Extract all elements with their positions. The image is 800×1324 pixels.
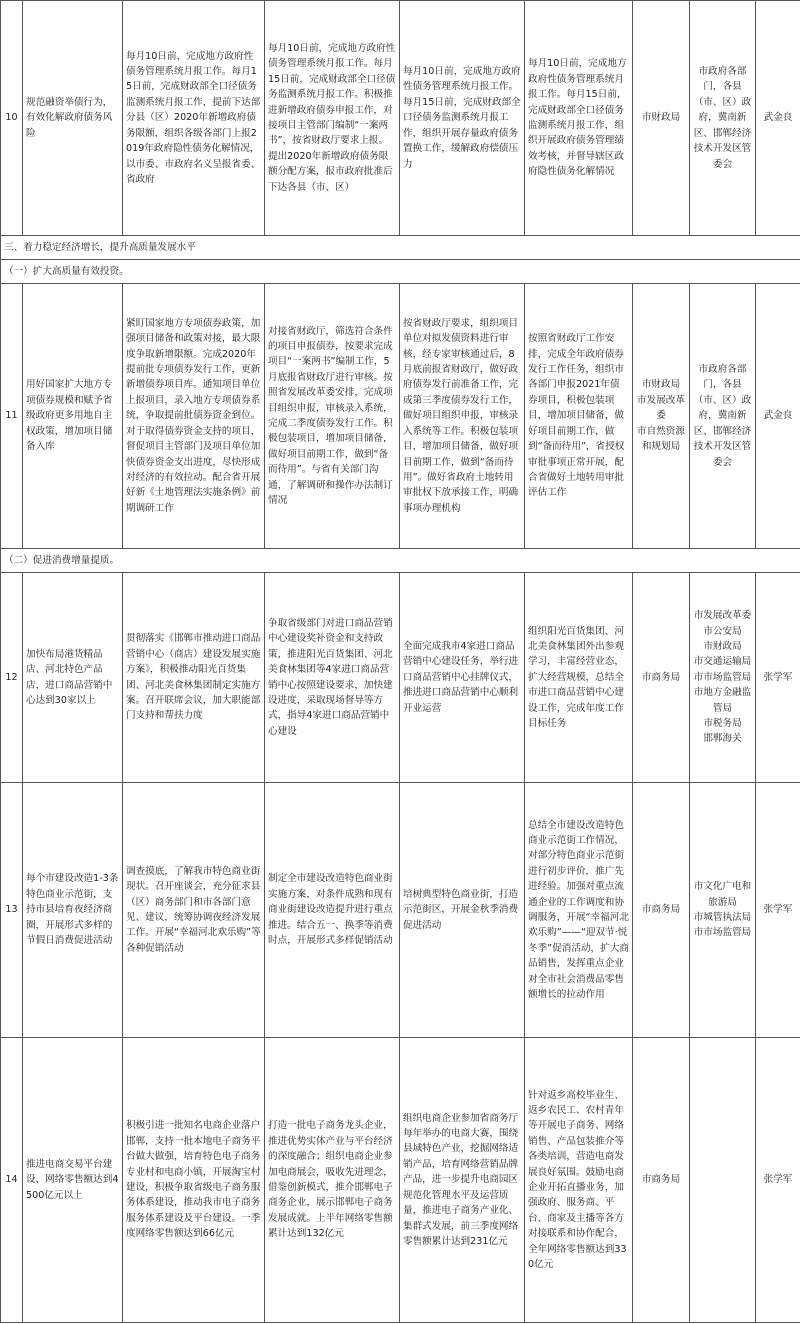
row-number: 11	[1, 284, 23, 549]
q3-cell: 按省财政厅要求，组织项目单位对拟发债资料进行审核，经专家审核通过后，8月底前报省财政厅，做好政府债券发行前准备工作，完成第三季度债券发行工作，做好项目组织申报，审核录入系统等工作。积极包装项目，增加项目储备，做好项目前期工作，做到“备而待用”。做好省政府土地转用审批权下放承接工作，明确事项办理机构	[400, 284, 525, 549]
q2-cell: 打造一批电子商务龙头企业，推进优势实体产业与平台经济的深度融合；组织电商企业参加电商展会，吸收先进理念，借鉴创新模式，推介邯郸电子商务企业，展示邯郸电子商务发展成就。上半年网络零售额累计达到132亿元	[265, 1038, 400, 1323]
row-number: 12	[1, 573, 23, 783]
leader-cell: 武金良	[756, 1, 800, 236]
coop-unit-cell: 市文化广电和旅游局 市城管执法局 市市场监管局	[690, 783, 756, 1038]
q3-cell: 组织电商企业参加省商务厅每年举办的电商大赛，围绕县域特色产业，挖掘网络适销产品，培育网络营销品牌产品，进一步提升电商园区规范化管理水平及运营质量，推进电子商务产业化、集群式发展，前三季度网络零售额累计达到231亿元	[400, 1038, 525, 1323]
table-row	[1, 1, 800, 236]
table-row	[1, 1038, 800, 1323]
q4-cell: 总结全市建设改造特色商业示范街工作情况，对部分特色商业示范街进行初步评价，推广先进经验。加强对重点流通企业的工作调度和协调服务，开展“幸福河北欢乐购”——“迎双节·悦冬季”促消活动，扩大商品销售，发挥重点企业对全市社会消费品零售额增长的拉动作用	[525, 783, 633, 1038]
q3-cell: 培树典型特色商业街，打造示范街区，开展金秋季消费促进活动	[400, 783, 525, 1038]
q1-cell: 贯彻落实《邯郸市推动进口商品营销中心（商店）建设发展实施方案》，积极推动阳光百货集团、河北美食林集团制定实施方案。召开联席会议，加大职能部门支持和帮扶力度	[123, 573, 265, 783]
task-cell: 加快布局港货精品店、河北特色产品店，进口商品营销中心达到30家以上	[23, 573, 123, 783]
subsection-heading: （二）促进消费增量提质。	[1, 549, 800, 573]
lead-unit-cell: 市商务局	[633, 1038, 690, 1323]
q2-cell: 争取省级部门对进口商品营销中心建设奖补资金和支持政策，推进阳光百货集团、河北美食林集团等4家进口商品营销中心按照建设要求，加快建设进度，采取现场督导等方式，指导4家进口商品营销中心建设	[265, 573, 400, 783]
q2-cell: 对接省财政厅，筛选符合条件的项目申报债券，按要求完成项目“一案两书”编制工作，5月底报省财政厅进行审核。按照省发展改革委安排，完成项目组织申报，审核录入系统，完成二季度债券发行工作。积极包装项目，增加项目储备，做好项目前期工作，做到“备而待用”。与省有关部门沟通，了解调研和操作办法制订情况	[265, 284, 400, 549]
subsection-row	[1, 549, 800, 573]
q2-cell: 制定全市建设改造特色商业街实施方案，对条件成熟和现有商业街建设改造提升进行重点推进。结合五一、换季等消费时点，开展形式多样促销活动	[265, 783, 400, 1038]
lead-unit-cell: 市财政局	[633, 1, 690, 236]
leader-cell: 张学军	[756, 573, 800, 783]
row-number: 14	[1, 1038, 23, 1323]
q4-cell: 按照省财政厅工作安排，完成全年政府债券发行工作任务，组织市各部门申报2021年债券项目，积极包装项目，增加项目储备，做好项目前期工作，做到“备而待用”，省授权审批事项正常开展，配合省做好土地转用审批评估工作	[525, 284, 633, 549]
table-row	[1, 783, 800, 1038]
lead-unit-cell: 市商务局	[633, 783, 690, 1038]
section-heading: 三、着力稳定经济增长，提升高质量发展水平	[1, 236, 800, 260]
task-cell: 推进电商交易平台建设，网络零售额达到4500亿元以上	[23, 1038, 123, 1323]
q3-cell: 全面完成我市4家进口商品营销中心建设任务，举行进口商品营销中心挂牌仪式，推进进口商品营销中心顺利开业运营	[400, 573, 525, 783]
q1-cell: 紧盯国家地方专项债券政策，加强项目储备和政策对接，最大限度争取新增限额。完成2020年提前批专项债券发行工作，更新新增债券项目库。通知项目单位上报项目，录入地方专项债券系统，争取提前批债券资金到位。对于取得债券资金支持的项目，督促项目主管部门及项目单位加快债券资金支出进度，尽快形成对经济的有效拉动。配合省开展好新《土地管理法实施条例》前期调研工作	[123, 284, 265, 549]
q3-cell: 每月10日前，完成地方政府性债务管理系统月报工作。每月15日前，完成财政部全口径债务监测系统月报工作，组织开展存量政府债务置换工作，缓解政府偿债压力	[400, 1, 525, 236]
table-row	[1, 573, 800, 783]
coop-unit-cell: 市政府各部门，各县（市、区）政府，冀南新区、邯郸经济技术开发区管委会	[690, 1, 756, 236]
leader-cell: 张学军	[756, 1038, 800, 1323]
leader-cell: 武金良	[756, 284, 800, 549]
q4-cell: 针对返乡高校毕业生、返乡农民工、农村青年等开展电子商务、网络销售、产品包装推介等各类培训，营造电商发展良好氛围。鼓励电商企业开拓直播业务，加强政府、服务商、平台、商家及主播等各方对接联系和协作配合，全年网络零售额达到330亿元	[525, 1038, 633, 1323]
task-cell: 规范融资举债行为，有效化解政府债务风险	[23, 1, 123, 236]
lead-unit-cell: 市商务局	[633, 573, 690, 783]
row-number: 10	[1, 1, 23, 236]
section-row	[1, 236, 800, 260]
q1-cell: 调查摸底，了解我市特色商业街现状。召开座谈会，充分征求县（区）商务部门和市各部门意见、建议，统筹协调夜经济发展工作。开展“幸福河北欢乐购”等各种促销活动	[123, 783, 265, 1038]
q1-cell: 积极引进一批知名电商企业落户邯郸，支持一批本地电子商务平台做大做强，培育特色电子商务专业村和电商小镇，开展淘宝村建设，积极争取省级电子商务服务体系建设，推动我市电子商务服务体系建设及平台建设。一季度网络零售额达到66亿元	[123, 1038, 265, 1323]
subsection-heading: （一）扩大高质量有效投资。	[1, 260, 800, 284]
coop-unit-cell: 市发展改革委 市公安局 市财政局 市交通运输局 市市场监管局 市地方金融监管局 市税务局 邯郸海关	[690, 573, 756, 783]
task-cell: 每个市建设改造1-3条特色商业示范街，支持市县培育夜经济商圈，开展形式多样的节假日消费促进活动	[23, 783, 123, 1038]
leader-cell: 张学军	[756, 783, 800, 1038]
q4-cell: 每月10日前，完成地方政府性债务管理系统月报工作。每月15日前，完成财政部全口径债务监测系统月报工作，组织开展政府债务管理绩效考核，并督导辖区政府隐性债务化解情况	[525, 1, 633, 236]
q4-cell: 组织阳光百货集团、河北美食林集团外出参观学习，丰富经营业态，扩大经营规模，总结全市进口商品营销中心建设工作，完成年度工作目标任务	[525, 573, 633, 783]
row-number: 13	[1, 783, 23, 1038]
coop-unit-cell	[690, 1038, 756, 1323]
task-cell: 用好国家扩大地方专项债券规模和赋予省级政府更多用地自主权政策，增加项目储备入库	[23, 284, 123, 549]
table-row	[1, 284, 800, 549]
q1-cell: 每月10日前，完成地方政府性债务管理系统月报工作。每月15日前，完成财政部全口径债务监测系统月报工作，提前下达部分县（区）2020年新增政府债务限额，组织各级各部门上报2019年政府隐性债务化解情况，以市委、市政府名义呈报省委、省政府	[123, 1, 265, 236]
coop-unit-cell: 市政府各部门，各县（市、区）政府，冀南新区、邯郸经济技术开发区管委会	[690, 284, 756, 549]
q2-cell: 每月10日前，完成地方政府性债务管理系统月报工作。每月15日前，完成财政部全口径债务监测系统月报工作。积极推进新增政府债券申报工作，对接项目主管部门编制“一案两书”，按省财政厅要求上报。提出2020年新增政府债务限额分配方案，报市政府批准后下达各县（市、区）	[265, 1, 400, 236]
subsection-row	[1, 260, 800, 284]
lead-unit-cell: 市财政局 市发展改革委 市自然资源和规划局	[633, 284, 690, 549]
